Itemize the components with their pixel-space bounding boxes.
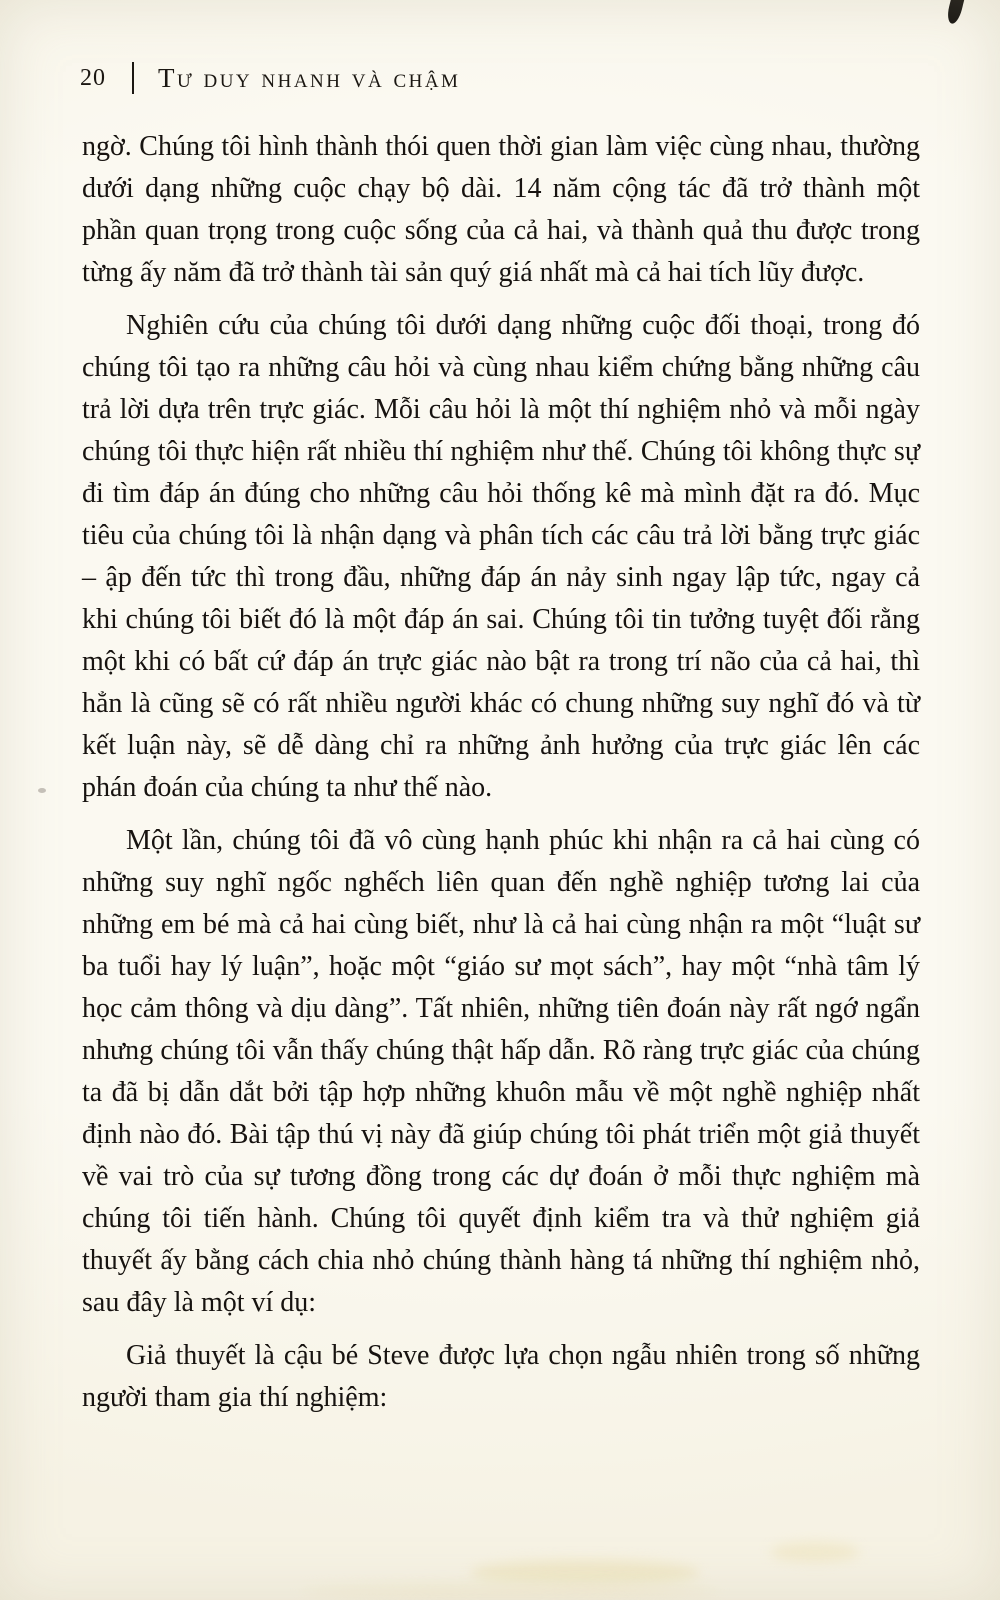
running-header xyxy=(80,58,460,98)
page-number: 20 xyxy=(80,64,106,91)
scan-artifact-stain xyxy=(300,1582,720,1600)
scan-artifact-corner-mark xyxy=(945,0,965,25)
scan-artifact-stain xyxy=(770,1542,860,1562)
paragraph: Nghiên cứu của chúng tôi dưới dạng những cuộc đối thoại, trong đó chúng tôi tạo ra những câu hỏi và cùng nhau kiểm chứng bằng những câu trả lời dựa trên trực giác. Mỗi câu hỏi là một thí nghiệm nhỏ và mỗi ngày chúng tôi thực hiện rất nhiều thí nghiệm như thế. Chúng tôi không thực sự đi tìm đáp án đúng cho những câu hỏi thống kê mà mình đặt ra đó. Mục tiêu của chúng tôi là nhận dạng và phân tích các câu trả lời bằng trực giác – ập đến tức thì trong đầu, những đáp án nảy sinh ngay lập tức, ngay cả khi chúng tôi biết đó là một đáp án sai. Chúng tôi tin tưởng tuyệt đối rằng một khi có bất cứ đáp án trực giác nào bật ra trong trí não của cả hai, thì hẳn là cũng sẽ có rất nhiều người khác có chung những suy nghĩ đó và từ kết luận này, sẽ dễ dàng chỉ ra những ảnh hưởng của trực giác lên các phán đoán của chúng ta như thế nào. xyxy=(82,310,920,803)
header-divider xyxy=(132,62,134,94)
book-title: Tư duy nhanh và chậm xyxy=(158,62,461,93)
page-body xyxy=(82,126,920,1419)
scan-artifact-margin-dot xyxy=(38,788,46,793)
paragraph: Một lần, chúng tôi đã vô cùng hạnh phúc khi nhận ra cả hai cùng có những suy nghĩ ngốc nghếch liên quan đến nghề nghiệp tương lai của những em bé mà cả hai cùng biết, như là cả hai cùng nhận ra một “luật sư ba tuổi hay lý luận”, hoặc một “giáo sư mọt sách”, hay một “nhà tâm lý học cảm thông và dịu dàng”. Tất nhiên, những tiên đoán này rất ngớ ngẩn nhưng chúng tôi vẫn thấy chúng thật hấp dẫn. Rõ ràng trực giác của chúng ta đã bị dẫn dắt bởi tập hợp những khuôn mẫu về một nghề nghiệp nhất định nào đó. Bài tập thú vị này đã giúp chúng tôi phát triển một giả thuyết về vai trò của sự tương đồng trong các dự đoán ở mỗi thực nghiệm mà chúng tôi tiến hành. Chúng tôi quyết định kiểm tra và thử nghiệm giả thuyết ấy bằng cách chia nhỏ chúng thành hàng tá những thí nghiệm nhỏ, sau đây là một ví dụ: xyxy=(82,825,920,1318)
paragraph: ngờ. Chúng tôi hình thành thói quen thời gian làm việc cùng nhau, thường dưới dạng những cuộc chạy bộ dài. 14 năm cộng tác đã trở thành một phần quan trọng trong cuộc sống của cả hai, và thành quả thu được trong từng ấy năm đã trở thành tài sản quý giá nhất mà cả hai tích lũy được. xyxy=(82,131,920,288)
paragraph: Giả thuyết là cậu bé Steve được lựa chọn ngẫu nhiên trong số những người tham gia thí nghiệm: xyxy=(82,1340,920,1413)
